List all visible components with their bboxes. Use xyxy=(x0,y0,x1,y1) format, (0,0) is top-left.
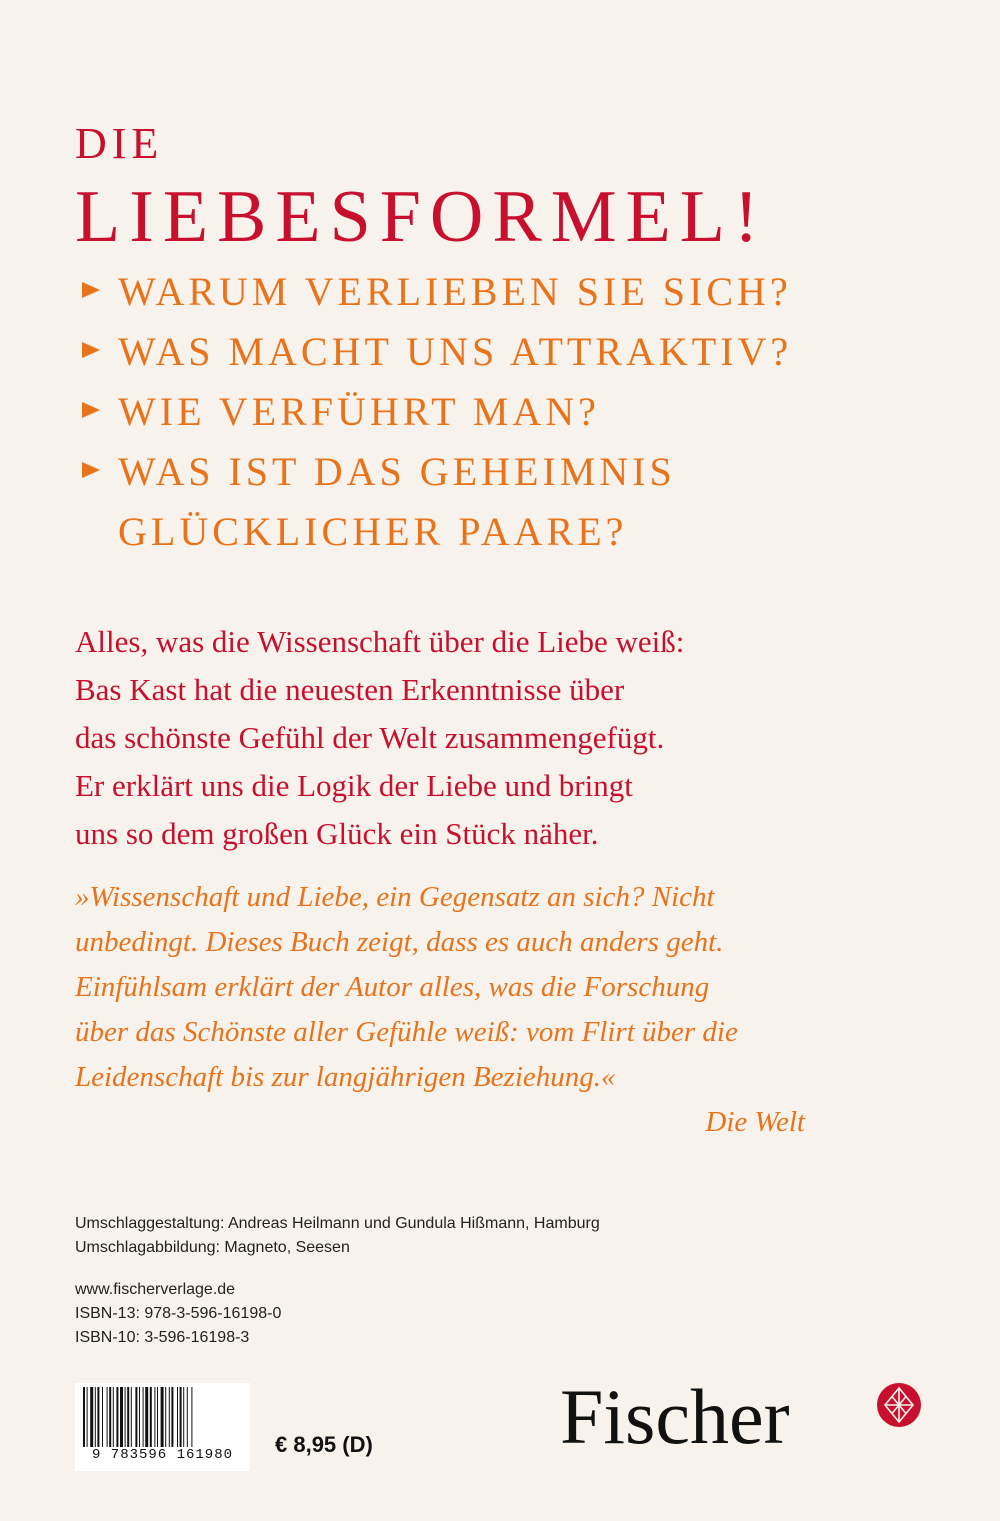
quote-line: Einfühlsam erklärt der Autor alles, was die Forschung xyxy=(75,971,710,1003)
quote-line: unbedingt. Dieses Buch zeigt, dass es auch anders geht. xyxy=(75,926,724,958)
isbn13-text: ISBN-13: 978-3-596-16198-0 xyxy=(75,1305,282,1322)
question-list xyxy=(82,269,962,572)
triangle-bullet-icon xyxy=(82,462,100,478)
barcode-number: 9 783596 161980 xyxy=(91,1447,234,1463)
quote-source: Die Welt xyxy=(705,1106,805,1138)
description xyxy=(75,618,955,858)
quote-line: »Wissenschaft und Liebe, ein Gegensatz an sich? Nicht xyxy=(75,881,715,913)
publisher-seal-icon xyxy=(876,1382,922,1428)
price: € 8,95 (D) xyxy=(275,1432,373,1457)
title-line-1: DIE xyxy=(75,119,164,168)
description-line: uns so dem großen Glück ein Stück näher. xyxy=(75,816,599,851)
triangle-bullet-icon xyxy=(82,402,100,418)
description-line: Alles, was die Wissenschaft über die Liebe weiß: xyxy=(75,624,685,659)
quote-line: über das Schönste aller Gefühle weiß: vom Flirt über die xyxy=(75,1016,738,1048)
cover-credits xyxy=(75,1212,600,1260)
barcode-bars xyxy=(83,1387,243,1447)
website-text: www.fischerverlage.de xyxy=(75,1281,236,1298)
publisher-logo: Fischer xyxy=(560,1373,790,1460)
isbn10-text: ISBN-10: 3-596-16198-3 xyxy=(75,1329,250,1346)
press-quote xyxy=(75,875,955,1145)
question-continuation: GLÜCKLICHER PAARE? xyxy=(118,509,628,554)
question-item: WARUM VERLIEBEN SIE SICH? xyxy=(82,272,962,332)
description-line: das schönste Gefühl der Welt zusammengefügt. xyxy=(75,720,665,755)
title-line-2: LIEBESFORMEL! xyxy=(75,176,768,258)
question-item: WAS MACHT UNS ATTRAKTIV? xyxy=(82,332,962,392)
credit-line: Umschlaggestaltung: Andreas Heilmann und Gundula Hißmann, Hamburg xyxy=(75,1215,600,1232)
triangle-bullet-icon xyxy=(82,282,100,298)
quote-line: Leidenschaft bis zur langjährigen Beziehung.« xyxy=(75,1061,616,1093)
description-line: Bas Kast hat die neuesten Erkenntnisse über xyxy=(75,672,625,707)
question-item: WIE VERFÜHRT MAN? xyxy=(82,392,962,452)
triangle-bullet-icon xyxy=(82,342,100,358)
credit-line: Umschlagabbildung: Magneto, Seesen xyxy=(75,1239,350,1256)
barcode xyxy=(75,1383,250,1471)
question-item: WAS IST DAS GEHEIMNIS xyxy=(82,452,962,512)
description-line: Er erklärt uns die Logik der Liebe und bringt xyxy=(75,768,633,803)
publisher-meta xyxy=(75,1278,281,1350)
